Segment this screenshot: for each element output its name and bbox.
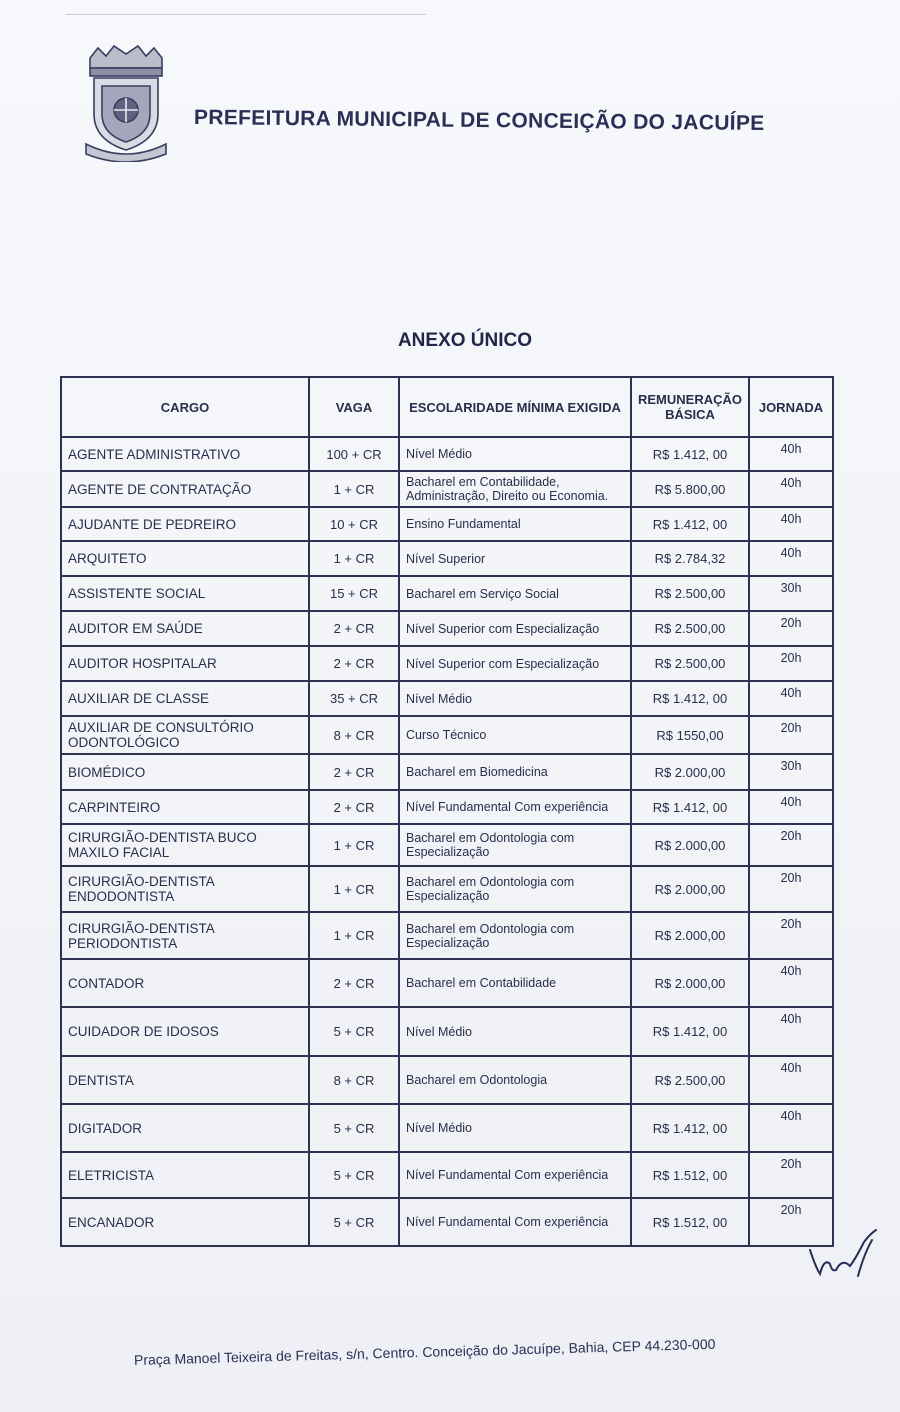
vaga-cell: 2 + CR — [309, 754, 399, 790]
remuneracao-cell: R$ 2.000,00 — [631, 912, 749, 959]
table-row — [61, 824, 833, 866]
header-cargo: CARGO — [61, 377, 309, 437]
scan-edge-line — [66, 14, 426, 15]
escolaridade-cell: Bacharel em Contabilidade, Administração, Direito ou Economia. — [399, 471, 631, 507]
remuneracao-cell: R$ 2.500,00 — [631, 646, 749, 681]
remuneracao-cell: R$ 1.412, 00 — [631, 681, 749, 716]
jornada-cell: 40h — [749, 1007, 833, 1056]
vaga-cell: 8 + CR — [309, 1056, 399, 1104]
jornada-cell: 40h — [749, 1056, 833, 1104]
table-row — [61, 541, 833, 576]
table-body — [61, 437, 833, 1246]
jornada-cell: 20h — [749, 824, 833, 866]
header-escolaridade: ESCOLARIDADE MÍNIMA EXIGIDA — [399, 377, 631, 437]
vaga-cell: 35 + CR — [309, 681, 399, 716]
escolaridade-cell: Bacharel em Odontologia com Especialização — [399, 824, 631, 866]
vaga-cell: 15 + CR — [309, 576, 399, 611]
vaga-cell: 10 + CR — [309, 507, 399, 541]
table-row — [61, 1198, 833, 1246]
table-row — [61, 437, 833, 471]
cargo-cell: DIGITADOR — [61, 1104, 309, 1152]
table-row — [61, 471, 833, 507]
positions-table-container — [60, 376, 832, 1247]
jornada-cell: 40h — [749, 681, 833, 716]
vaga-cell: 100 + CR — [309, 437, 399, 471]
header-vaga: VAGA — [309, 377, 399, 437]
jornada-cell: 40h — [749, 959, 833, 1007]
remuneracao-cell: R$ 1.412, 00 — [631, 1104, 749, 1152]
vaga-cell: 5 + CR — [309, 1007, 399, 1056]
table-row — [61, 754, 833, 790]
vaga-cell: 2 + CR — [309, 790, 399, 824]
page-title: PREFEITURA MUNICIPAL DE CONCEIÇÃO DO JACUÍPE — [193, 106, 765, 135]
jornada-cell: 40h — [749, 507, 833, 541]
remuneracao-cell: R$ 2.500,00 — [631, 1056, 749, 1104]
jornada-cell: 40h — [749, 1104, 833, 1152]
jornada-cell: 20h — [749, 912, 833, 959]
remuneracao-cell: R$ 2.784,32 — [631, 541, 749, 576]
vaga-cell: 8 + CR — [309, 716, 399, 754]
vaga-cell: 5 + CR — [309, 1152, 399, 1198]
escolaridade-cell: Curso Técnico — [399, 716, 631, 754]
jornada-cell: 20h — [749, 611, 833, 646]
remuneracao-cell: R$ 1.412, 00 — [631, 437, 749, 471]
cargo-cell: AJUDANTE DE PEDREIRO — [61, 507, 309, 541]
cargo-cell: AGENTE DE CONTRATAÇÃO — [61, 471, 309, 507]
jornada-cell: 40h — [749, 437, 833, 471]
table-row — [61, 790, 833, 824]
escolaridade-cell: Nível Médio — [399, 437, 631, 471]
remuneracao-cell: R$ 2.000,00 — [631, 824, 749, 866]
remuneracao-cell: R$ 1.412, 00 — [631, 1007, 749, 1056]
table-row — [61, 507, 833, 541]
remuneracao-cell: R$ 5.800,00 — [631, 471, 749, 507]
jornada-cell: 40h — [749, 790, 833, 824]
vaga-cell: 1 + CR — [309, 866, 399, 912]
cargo-cell: BIOMÉDICO — [61, 754, 309, 790]
escolaridade-cell: Nível Médio — [399, 1007, 631, 1056]
cargo-cell: AUDITOR HOSPITALAR — [61, 646, 309, 681]
jornada-cell: 30h — [749, 576, 833, 611]
vaga-cell: 1 + CR — [309, 824, 399, 866]
jornada-cell: 20h — [749, 1152, 833, 1198]
cargo-cell: AUDITOR EM SAÚDE — [61, 611, 309, 646]
escolaridade-cell: Bacharel em Odontologia — [399, 1056, 631, 1104]
table-row — [61, 716, 833, 754]
cargo-cell: ELETRICISTA — [61, 1152, 309, 1198]
cargo-cell: CARPINTEIRO — [61, 790, 309, 824]
remuneracao-cell: R$ 2.000,00 — [631, 866, 749, 912]
footer-address: Praça Manoel Teixeira de Freitas, s/n, Centro. Conceição do Jacuípe, Bahia, CEP 44.230-000 — [133, 1335, 716, 1368]
cargo-cell: AUXILIAR DE CONSULTÓRIO ODONTOLÓGICO — [61, 716, 309, 754]
escolaridade-cell: Bacharel em Odontologia com Especialização — [399, 912, 631, 959]
table-row — [61, 1152, 833, 1198]
vaga-cell: 2 + CR — [309, 959, 399, 1007]
cargo-cell: CONTADOR — [61, 959, 309, 1007]
cargo-cell: CIRURGIÃO-DENTISTA BUCO MAXILO FACIAL — [61, 824, 309, 866]
cargo-cell: CIRURGIÃO-DENTISTA PERIODONTISTA — [61, 912, 309, 959]
escolaridade-cell: Nível Superior — [399, 541, 631, 576]
remuneracao-cell: R$ 2.500,00 — [631, 576, 749, 611]
table-row — [61, 912, 833, 959]
table-row — [61, 681, 833, 716]
escolaridade-cell: Ensino Fundamental — [399, 507, 631, 541]
vaga-cell: 1 + CR — [309, 541, 399, 576]
positions-table — [60, 376, 834, 1247]
vaga-cell: 1 + CR — [309, 912, 399, 959]
vaga-cell: 2 + CR — [309, 646, 399, 681]
table-row — [61, 646, 833, 681]
table-row — [61, 576, 833, 611]
vaga-cell: 5 + CR — [309, 1104, 399, 1152]
escolaridade-cell: Bacharel em Odontologia com Especialização — [399, 866, 631, 912]
remuneracao-cell: R$ 1.512, 00 — [631, 1198, 749, 1246]
table-header-row — [61, 377, 833, 437]
escolaridade-cell: Bacharel em Contabilidade — [399, 959, 631, 1007]
remuneracao-cell: R$ 1.412, 00 — [631, 507, 749, 541]
table-row — [61, 959, 833, 1007]
jornada-cell: 20h — [749, 646, 833, 681]
escolaridade-cell: Nível Médio — [399, 1104, 631, 1152]
cargo-cell: ENCANADOR — [61, 1198, 309, 1246]
escolaridade-cell: Nível Médio — [399, 681, 631, 716]
cargo-cell: ARQUITETO — [61, 541, 309, 576]
table-row — [61, 1007, 833, 1056]
escolaridade-cell: Nível Fundamental Com experiência — [399, 1152, 631, 1198]
remuneracao-cell: R$ 2.500,00 — [631, 611, 749, 646]
remuneracao-cell: R$ 2.000,00 — [631, 754, 749, 790]
remuneracao-cell: R$ 1550,00 — [631, 716, 749, 754]
cargo-cell: CIRURGIÃO-DENTISTA ENDODONTISTA — [61, 866, 309, 912]
jornada-cell: 20h — [749, 716, 833, 754]
header-remuneracao: REMUNERAÇÃO BÁSICA — [631, 377, 749, 437]
remuneracao-cell: R$ 2.000,00 — [631, 959, 749, 1007]
remuneracao-cell: R$ 1.412, 00 — [631, 790, 749, 824]
cargo-cell: AGENTE ADMINISTRATIVO — [61, 437, 309, 471]
header-jornada: JORNADA — [749, 377, 833, 437]
jornada-cell: 30h — [749, 754, 833, 790]
jornada-cell: 20h — [749, 866, 833, 912]
cargo-cell: DENTISTA — [61, 1056, 309, 1104]
table-row — [61, 611, 833, 646]
escolaridade-cell: Nível Fundamental Com experiência — [399, 1198, 631, 1246]
vaga-cell: 1 + CR — [309, 471, 399, 507]
vaga-cell: 5 + CR — [309, 1198, 399, 1246]
table-row — [61, 1056, 833, 1104]
remuneracao-cell: R$ 1.512, 00 — [631, 1152, 749, 1198]
cargo-cell: ASSISTENTE SOCIAL — [61, 576, 309, 611]
table-row — [61, 1104, 833, 1152]
escolaridade-cell: Nível Superior com Especialização — [399, 646, 631, 681]
handwritten-signature — [806, 1228, 880, 1284]
cargo-cell: CUIDADOR DE IDOSOS — [61, 1007, 309, 1056]
vaga-cell: 2 + CR — [309, 611, 399, 646]
table-row — [61, 866, 833, 912]
annex-title: ANEXO ÚNICO — [397, 330, 533, 351]
escolaridade-cell: Bacharel em Serviço Social — [399, 576, 631, 611]
jornada-cell: 40h — [749, 471, 833, 507]
municipal-crest-icon — [82, 44, 170, 162]
jornada-cell: 20h — [749, 1198, 833, 1246]
cargo-cell: AUXILIAR DE CLASSE — [61, 681, 309, 716]
escolaridade-cell: Nível Fundamental Com experiência — [399, 790, 631, 824]
escolaridade-cell: Nível Superior com Especialização — [399, 611, 631, 646]
escolaridade-cell: Bacharel em Biomedicina — [399, 754, 631, 790]
jornada-cell: 40h — [749, 541, 833, 576]
